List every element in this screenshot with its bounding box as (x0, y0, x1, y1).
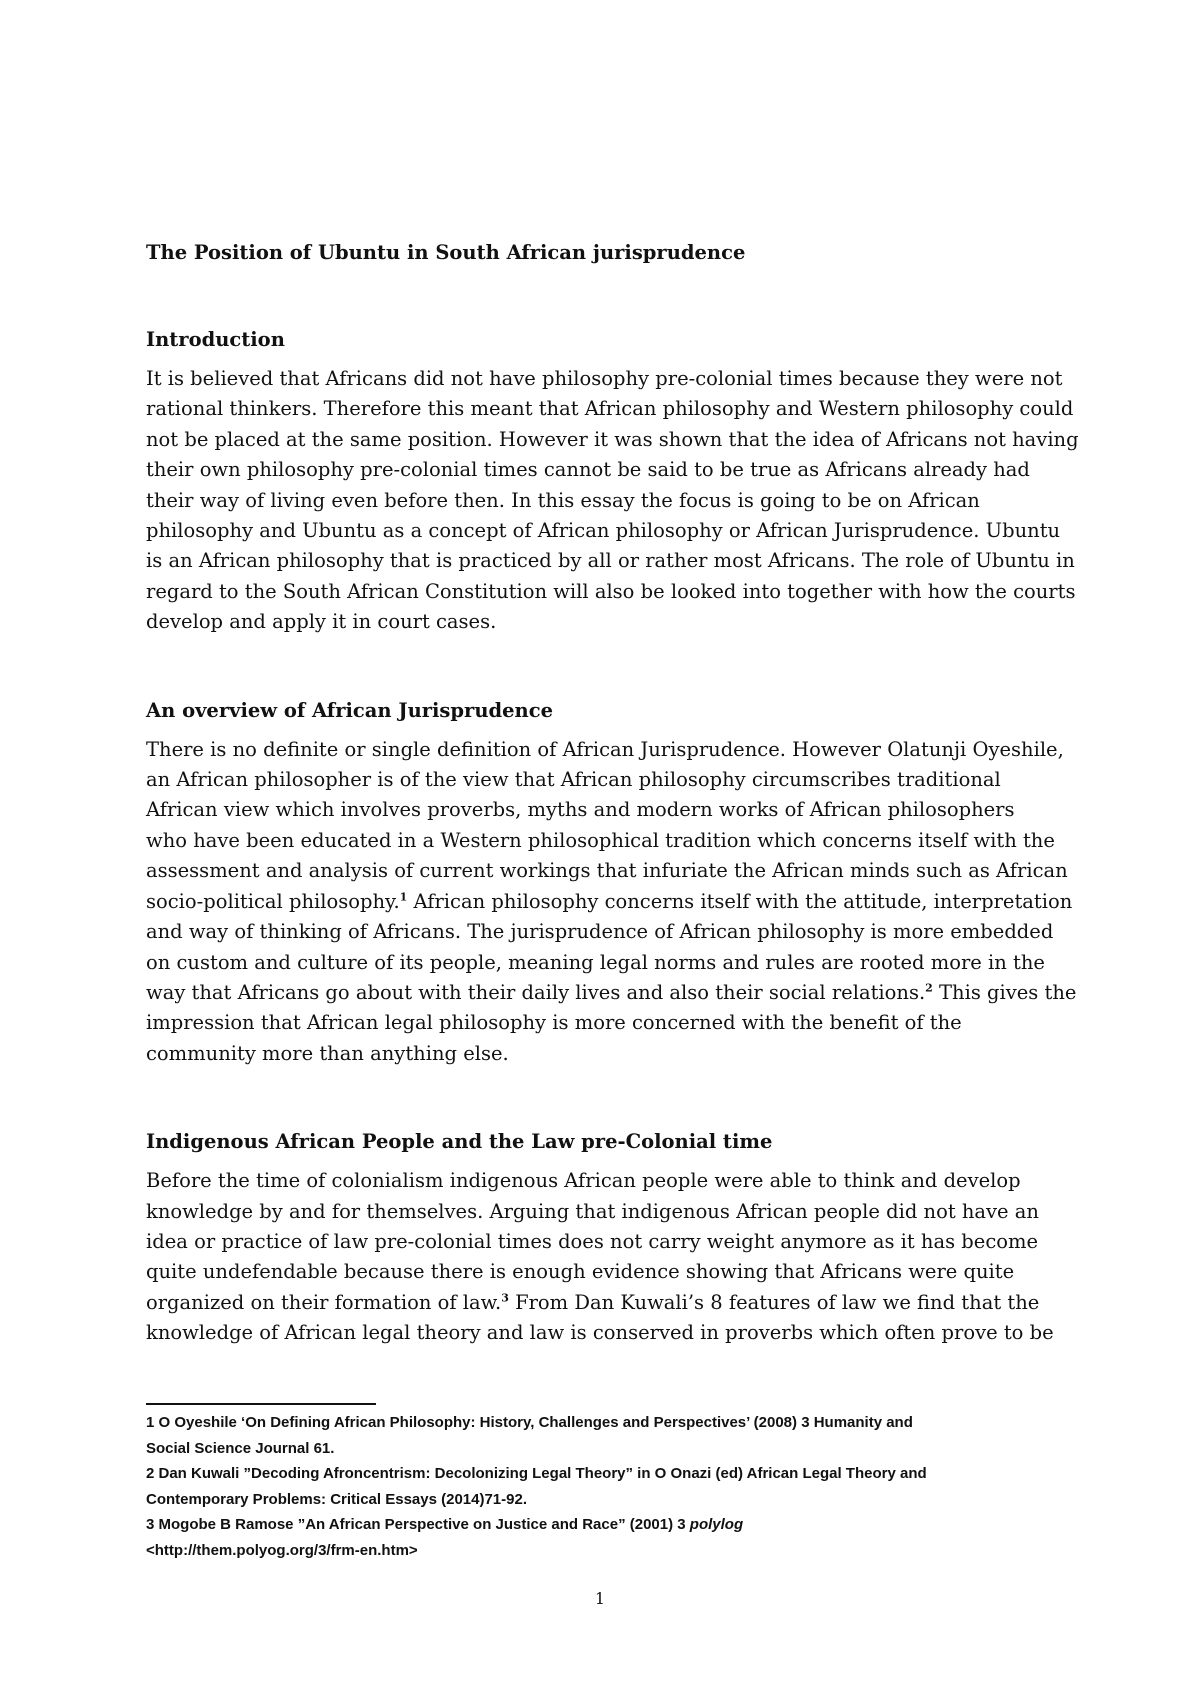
footnote-1: 1 O Oyeshile ‘On Defining African Philosophy: History, Challenges and Perspectives’ (2008) 3 Humanity and (146, 1414, 913, 1431)
paragraph-line: quite undefendable because there is enough evidence showing that Africans were quite (146, 1260, 1015, 1284)
line-text: socio-political philosophy. (146, 889, 400, 913)
paragraph-line: idea or practice of law pre-colonial times does not carry weight anymore as it has become (146, 1229, 1039, 1253)
footnote-3 (146, 1512, 1066, 1538)
paragraph-line: rational thinkers. Therefore this meant that African philosophy and Western philosophy could (146, 397, 1074, 421)
line-text: organized on their formation of law. (146, 1290, 502, 1314)
section-heading-overview: An overview of African Jurisprudence (146, 698, 553, 722)
paragraph-line: and way of thinking of Africans. The jurisprudence of African philosophy is more embedded (146, 920, 1054, 944)
line-text: This gives the (932, 980, 1077, 1004)
footnote-ref-1[interactable]: 1 (399, 890, 408, 904)
paragraph-line: their way of living even before then. In this essay the focus is going to be on African (146, 488, 980, 512)
section-heading-indigenous: Indigenous African People and the Law pre-Colonial time (146, 1130, 773, 1154)
footnote-2-cont: Contemporary Problems: Critical Essays (2014)71-92. (146, 1490, 527, 1508)
paragraph-line-with-note (146, 1288, 1066, 1318)
document-body (146, 238, 1079, 1349)
paragraph-line-with-note (146, 887, 1073, 917)
page-number: 1 (594, 1589, 606, 1608)
footnote-2: 2 Dan Kuwali ”Decoding Afroncentrism: Decolonizing Legal Theory” in O Onazi (ed) African Legal Theory and (146, 1465, 927, 1482)
paragraph-line: African view which involves proverbs, myths and modern works of African philosophers (146, 798, 1015, 822)
paragraph-line: regard to the South African Constitution will also be looked into together with how the courts (146, 579, 1076, 603)
footnote-3-link[interactable]: <http://them.polyog.org/3/frm-en.htm> (146, 1541, 418, 1559)
paragraph-line-with-note (146, 978, 1077, 1008)
paragraph-line: knowledge by and for themselves. Arguing that indigenous African people did not have an (146, 1199, 1039, 1223)
footnote-3-text: 3 Mogobe B Ramose ”An African Perspective on Justice and Race” (2001) 3 (146, 1516, 690, 1533)
paragraph-line: on custom and culture of its people, meaning legal norms and rules are rooted more in the (146, 950, 1045, 974)
section-heading-introduction: Introduction (146, 328, 285, 351)
paragraph-line: It is believed that Africans did not have philosophy pre-colonial times because they were not (146, 367, 1063, 390)
footnote-ref-3[interactable]: 3 (501, 1291, 509, 1305)
paragraph-line: assessment and analysis of current workings that infuriate the African minds such as African (146, 859, 1068, 883)
footnote-3-journal: polylog (689, 1516, 744, 1533)
paragraph-line: who have been educated in a Western philosophical tradition which concerns itself with the (146, 828, 1055, 852)
introduction-paragraph (146, 364, 1079, 638)
paragraph-line: their own philosophy pre-colonial times cannot be said to be true as Africans already had (146, 458, 1030, 482)
line-text: From Dan Kuwali’s 8 features of law we find that the (508, 1290, 1040, 1314)
paragraph-line: is an African philosophy that is practiced by all or rather most Africans. The role of Ubuntu in (146, 549, 1075, 573)
footnote-separator (146, 1403, 376, 1405)
line-text: African philosophy concerns itself with the attitude, interpretation (407, 889, 1073, 913)
paragraph-line: not be placed at the same position. However it was shown that the idea of Africans not having (146, 427, 1079, 451)
paragraph-line: Before the time of colonialism indigenous African people were able to think and develop (146, 1169, 1021, 1193)
document-title: The Position of Ubuntu in South African jurisprudence (146, 241, 746, 264)
paragraph-line: develop and apply it in court cases. (146, 610, 497, 634)
line-text: way that Africans go about with their daily lives and also their social relations. (146, 980, 926, 1004)
paragraph-line: There is no definite or single definition of African Jurisprudence. However Olatunji Oyeshile, (146, 737, 1064, 761)
paragraph-line: knowledge of African legal theory and law is conserved in proverbs which often prove to be (146, 1321, 1054, 1345)
paragraph-line: philosophy and Ubuntu as a concept of African philosophy or African Jurisprudence. Ubuntu (146, 519, 1061, 543)
footnote-ref-2[interactable]: 2 (925, 981, 933, 995)
footnote-1-cont: Social Science Journal 61. (146, 1439, 335, 1457)
overview-paragraph (146, 735, 1077, 1069)
paragraph-line: impression that African legal philosophy is more concerned with the benefit of the (146, 1011, 962, 1035)
indigenous-paragraph (146, 1166, 1066, 1348)
paragraph-line: an African philosopher is of the view that African philosophy circumscribes traditional (146, 768, 1001, 792)
paragraph-line: community more than anything else. (146, 1041, 509, 1065)
footnotes (146, 1410, 1066, 1563)
